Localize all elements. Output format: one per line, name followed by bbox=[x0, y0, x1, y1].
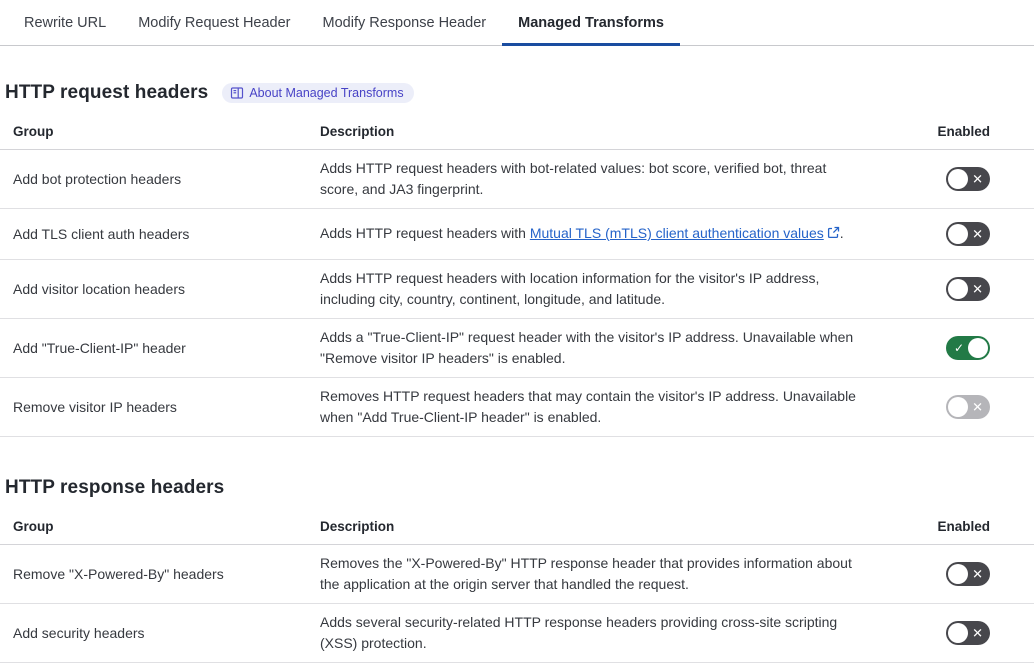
request-headers-title: HTTP request headers bbox=[5, 82, 209, 103]
table-row bbox=[0, 319, 1034, 378]
description-cell: Adds HTTP request headers with bot-related values: bot score, verified bot, threat score, and JA3 fingerprint. bbox=[320, 160, 827, 197]
enabled-toggle[interactable] bbox=[946, 222, 990, 246]
description-cell: Adds HTTP request headers with location information for the visitor's IP address, including city, country, continent, longitude, and latitude. bbox=[320, 270, 820, 307]
response-headers-table bbox=[0, 513, 1034, 663]
enabled-toggle[interactable] bbox=[946, 562, 990, 586]
column-header-description: Description bbox=[320, 124, 395, 139]
group-cell: Add bot protection headers bbox=[13, 171, 182, 187]
tab-managed-transforms[interactable]: Managed Transforms bbox=[502, 0, 680, 45]
table-row bbox=[0, 260, 1034, 319]
group-cell: Add "True-Client-IP" header bbox=[13, 340, 186, 356]
table-row bbox=[0, 545, 1034, 604]
column-header-description: Description bbox=[320, 519, 395, 534]
group-cell: Remove "X-Powered-By" headers bbox=[13, 566, 224, 582]
tab-modify-response-header[interactable]: Modify Response Header bbox=[322, 15, 487, 31]
mtls-link[interactable]: Mutual TLS (mTLS) client authentication values bbox=[529, 225, 824, 241]
about-managed-transforms-badge[interactable] bbox=[222, 83, 413, 103]
group-cell: Add TLS client auth headers bbox=[13, 226, 190, 242]
column-header-enabled: Enabled bbox=[937, 519, 990, 534]
column-header-enabled: Enabled bbox=[937, 124, 990, 139]
table-header-row bbox=[0, 118, 1034, 150]
table-row bbox=[0, 150, 1034, 209]
group-cell: Remove visitor IP headers bbox=[13, 399, 177, 415]
tab-rewrite-url[interactable]: Rewrite URL bbox=[24, 15, 107, 31]
table-row bbox=[0, 209, 1034, 260]
request-headers-section-head bbox=[0, 82, 1034, 104]
table-row bbox=[0, 604, 1034, 663]
description-cell: Removes HTTP request headers that may contain the visitor's IP address. Unavailable when "Add True-Client-IP header" is enabled. bbox=[320, 388, 856, 425]
description-cell: Adds several security-related HTTP response headers providing cross-site scripting (XSS) protection. bbox=[320, 614, 838, 651]
enabled-toggle[interactable] bbox=[946, 336, 990, 360]
column-header-group: Group bbox=[13, 519, 54, 534]
tab-bar bbox=[0, 0, 1034, 46]
tab-modify-request-header[interactable]: Modify Request Header bbox=[138, 15, 291, 31]
description-text: Adds HTTP request headers with bbox=[320, 225, 530, 241]
enabled-toggle[interactable] bbox=[946, 167, 990, 191]
response-headers-section-head bbox=[0, 477, 1034, 499]
badge-label: About Managed Transforms bbox=[249, 86, 404, 100]
description-cell: Removes the "X-Powered-By" HTTP response header that provides information about the application at the origin server that handled the request. bbox=[320, 555, 852, 592]
enabled-toggle[interactable] bbox=[946, 621, 990, 645]
group-cell: Add visitor location headers bbox=[13, 281, 185, 297]
external-link-icon bbox=[827, 224, 840, 245]
description-cell bbox=[320, 215, 886, 253]
response-headers-title: HTTP response headers bbox=[5, 477, 225, 498]
enabled-toggle[interactable] bbox=[946, 277, 990, 301]
group-cell: Add security headers bbox=[13, 625, 145, 641]
book-icon bbox=[230, 86, 244, 100]
table-row bbox=[0, 378, 1034, 437]
table-header-row bbox=[0, 513, 1034, 545]
enabled-toggle bbox=[946, 395, 990, 419]
column-header-group: Group bbox=[13, 124, 54, 139]
description-cell: Adds a "True-Client-IP" request header with the visitor's IP address. Unavailable when "Remove visitor IP headers" is enabled. bbox=[320, 329, 854, 366]
description-text: . bbox=[839, 225, 844, 241]
request-headers-table bbox=[0, 118, 1034, 437]
